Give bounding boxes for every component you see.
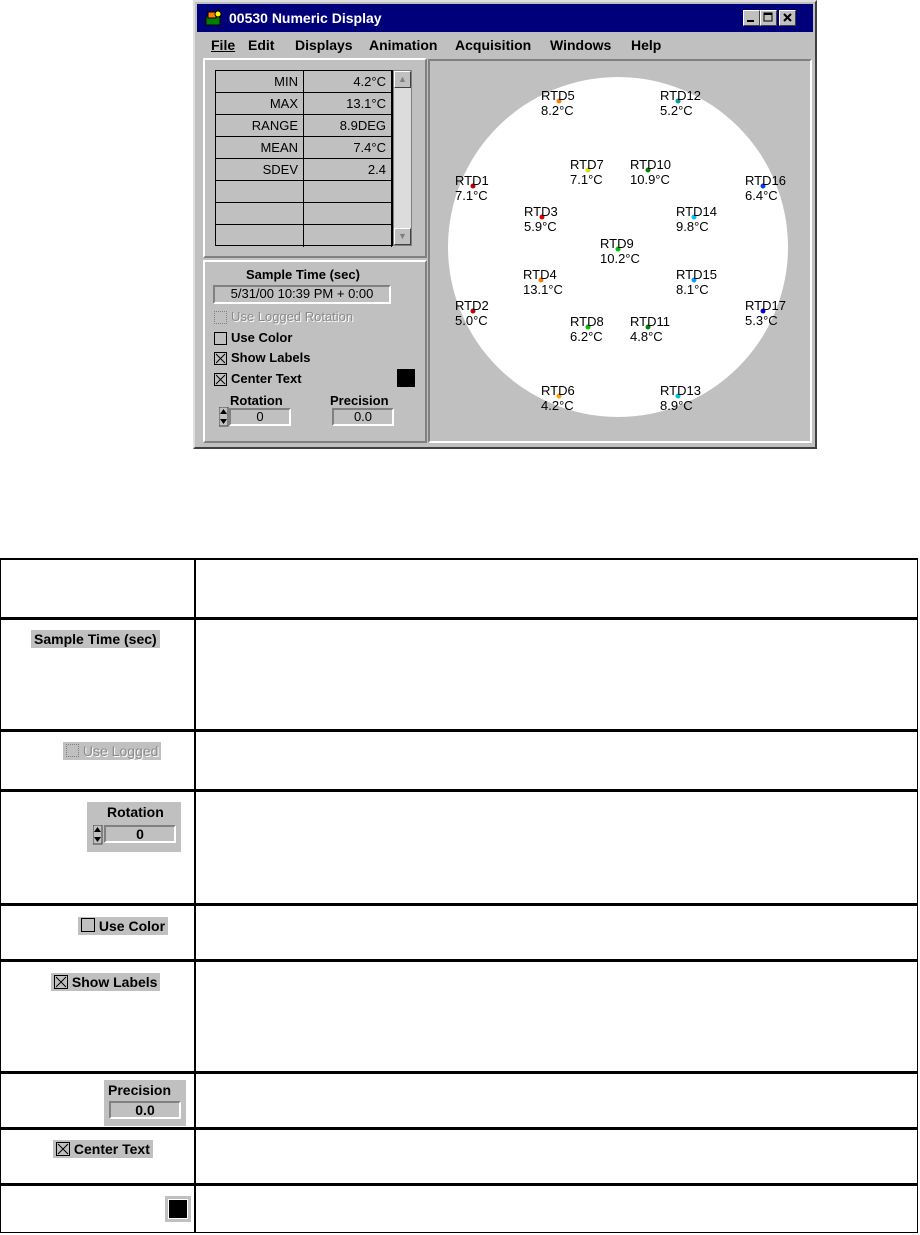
rtd-label-rtd8 xyxy=(570,314,604,344)
table-row xyxy=(216,115,392,137)
checkmark-x-icon xyxy=(215,353,226,364)
show-labels-snapshot-label: Show Labels xyxy=(71,974,158,990)
stat-value xyxy=(304,181,392,203)
rtd-temperature: 4.8°C xyxy=(630,329,663,344)
rtd-label-rtd7 xyxy=(570,157,604,187)
rtd-label-rtd16 xyxy=(745,173,786,203)
rotation-snapshot xyxy=(87,802,181,852)
center-text-checkbox[interactable] xyxy=(214,373,227,386)
rtd-temperature: 13.1°C xyxy=(523,282,563,297)
table-row xyxy=(216,225,392,247)
checkbox-icon xyxy=(66,744,79,757)
rtd-label-rtd11 xyxy=(630,314,670,344)
rtd-map-panel xyxy=(428,59,812,443)
window-title: 00530 Numeric Display xyxy=(229,10,382,26)
rtd-label-rtd2 xyxy=(455,298,489,328)
menu-edit[interactable]: Edit xyxy=(248,37,275,53)
use-logged-snapshot xyxy=(63,742,161,760)
rtd-name: RTD14 xyxy=(676,204,717,219)
rtd-label-rtd13 xyxy=(660,383,701,413)
center-text-label: Center Text xyxy=(231,371,302,386)
use-color-label: Use Color xyxy=(231,330,293,345)
help-header-row xyxy=(0,558,918,618)
rtd-temperature: 8.9°C xyxy=(660,398,693,413)
use-color-checkbox[interactable] xyxy=(214,332,227,345)
stat-value xyxy=(304,203,392,225)
rtd-label-rtd5 xyxy=(541,88,575,118)
rtd-name: RTD2 xyxy=(455,298,489,313)
precision-label: Precision xyxy=(330,393,389,408)
rtd-name: RTD4 xyxy=(523,267,557,282)
rtd-label-rtd4 xyxy=(523,267,563,297)
stat-key: MIN xyxy=(216,71,304,93)
sample-time-label: Sample Time (sec) xyxy=(246,267,360,282)
rtd-name: RTD5 xyxy=(541,88,575,103)
rtd-name: RTD6 xyxy=(541,383,575,398)
arrow-up-icon: ▲ xyxy=(398,74,407,84)
rtd-temperature: 7.1°C xyxy=(570,172,603,187)
rtd-label-rtd17 xyxy=(745,298,786,328)
rtd-label-rtd6 xyxy=(541,383,575,413)
black-swatch-icon xyxy=(168,1199,188,1219)
show-labels-checkbox[interactable] xyxy=(214,352,227,365)
menu-bar xyxy=(197,34,813,56)
rtd-temperature: 10.9°C xyxy=(630,172,670,187)
arrow-down-icon: ▼ xyxy=(398,231,407,241)
rtd-temperature: 9.8°C xyxy=(676,219,709,234)
menu-help[interactable]: Help xyxy=(631,37,662,53)
rtd-name: RTD15 xyxy=(676,267,717,282)
stat-key: MEAN xyxy=(216,137,304,159)
stat-value: 7.4°C xyxy=(304,137,392,159)
table-row xyxy=(216,71,392,93)
precision-snapshot-value: 0.0 xyxy=(109,1101,181,1119)
rtd-name: RTD1 xyxy=(455,173,489,188)
use-logged-snapshot-label: Use Logged xyxy=(82,743,159,759)
stat-value: 4.2°C xyxy=(304,71,392,93)
rtd-temperature: 5.9°C xyxy=(524,219,557,234)
rtd-temperature: 5.2°C xyxy=(660,103,693,118)
table-row xyxy=(216,159,392,181)
rtd-name: RTD7 xyxy=(570,157,604,172)
help-row-use-color xyxy=(0,904,918,960)
menu-file[interactable]: File xyxy=(211,37,236,53)
stat-key xyxy=(216,181,304,203)
stats-scrollbar[interactable] xyxy=(393,70,412,246)
minimize-button[interactable] xyxy=(743,10,760,26)
rtd-label-rtd9 xyxy=(600,236,640,266)
help-row-center-text xyxy=(0,1128,918,1184)
use-color-snapshot-label: Use Color xyxy=(98,918,166,934)
rtd-name: RTD9 xyxy=(600,236,634,251)
table-row xyxy=(216,203,392,225)
menu-animation[interactable]: Animation xyxy=(369,37,438,53)
stat-key: RANGE xyxy=(216,115,304,137)
center-text-snapshot-label: Center Text xyxy=(73,1141,150,1157)
rtd-name: RTD12 xyxy=(660,88,701,103)
rtd-name: RTD11 xyxy=(630,314,670,329)
stat-key xyxy=(216,225,304,247)
rtd-label-rtd14 xyxy=(676,204,717,234)
stat-key xyxy=(216,203,304,225)
rtd-temperature: 5.3°C xyxy=(745,313,778,328)
rtd-temperature: 7.1°C xyxy=(455,188,488,203)
rtd-label-rtd1 xyxy=(455,173,489,203)
stat-value: 2.4 xyxy=(304,159,392,181)
maximize-icon xyxy=(761,11,776,25)
rtd-temperature: 8.2°C xyxy=(541,103,574,118)
rtd-name: RTD17 xyxy=(745,298,786,313)
checkbox-icon xyxy=(81,918,95,932)
rotation-label: Rotation xyxy=(230,393,283,408)
help-row-color-swatch xyxy=(0,1184,918,1233)
rotation-spinner[interactable] xyxy=(219,407,229,427)
table-row xyxy=(216,137,392,159)
table-row xyxy=(216,181,392,203)
rtd-name: RTD8 xyxy=(570,314,604,329)
rotation-snapshot-value: 0 xyxy=(104,825,176,843)
close-icon xyxy=(780,11,795,25)
rtd-temperature: 6.4°C xyxy=(745,188,778,203)
stat-value: 13.1°C xyxy=(304,93,392,115)
stat-value xyxy=(304,225,392,247)
rtd-temperature: 5.0°C xyxy=(455,313,488,328)
table-row xyxy=(216,93,392,115)
app-icon xyxy=(205,10,223,26)
help-table xyxy=(0,558,918,1233)
precision-field[interactable]: 0.0 xyxy=(332,408,394,426)
use-logged-rotation-label: Use Logged Rotation xyxy=(231,309,354,324)
help-row-rotation xyxy=(0,790,918,904)
menu-displays[interactable]: Displays xyxy=(295,37,353,53)
center-text-snapshot xyxy=(53,1140,153,1158)
scroll-down-button[interactable] xyxy=(394,228,411,245)
color-swatch-snapshot xyxy=(165,1196,191,1222)
stat-key: SDEV xyxy=(216,159,304,181)
show-labels-label: Show Labels xyxy=(231,350,311,365)
checkmark-x-icon xyxy=(56,1142,70,1156)
help-row-use-logged xyxy=(0,730,918,790)
stat-value: 8.9DEG xyxy=(304,115,392,137)
rtd-name: RTD3 xyxy=(524,204,558,219)
rtd-label-rtd12 xyxy=(660,88,701,118)
minimize-icon xyxy=(744,11,759,25)
rtd-name: RTD16 xyxy=(745,173,786,188)
maximize-button[interactable] xyxy=(760,10,777,26)
rtd-label-rtd3 xyxy=(524,204,558,234)
menu-windows[interactable]: Windows xyxy=(550,37,612,53)
rtd-name: RTD13 xyxy=(660,383,701,398)
spinner-icon xyxy=(93,825,103,845)
rotation-snapshot-label: Rotation xyxy=(107,804,164,820)
stats-table xyxy=(215,70,393,246)
scroll-up-button[interactable] xyxy=(394,71,411,88)
text-color-swatch[interactable] xyxy=(397,369,415,387)
use-logged-rotation-checkbox xyxy=(214,311,227,324)
close-button[interactable] xyxy=(779,10,796,26)
numeric-display-window xyxy=(193,0,817,449)
help-row-show-labels xyxy=(0,960,918,1072)
rtd-temperature: 10.2°C xyxy=(600,251,640,266)
checkmark-x-icon xyxy=(215,374,226,385)
menu-acquisition[interactable]: Acquisition xyxy=(455,37,532,53)
use-color-snapshot xyxy=(78,917,168,935)
help-row-sample-time xyxy=(0,618,918,730)
rotation-field[interactable]: 0 xyxy=(229,408,291,426)
title-bar[interactable] xyxy=(197,4,813,32)
rtd-temperature: 8.1°C xyxy=(676,282,709,297)
stat-key: MAX xyxy=(216,93,304,115)
sample-time-snapshot: Sample Time (sec) xyxy=(31,630,160,648)
precision-snapshot-label: Precision xyxy=(108,1082,172,1098)
show-labels-snapshot xyxy=(51,973,160,991)
rtd-label-rtd10 xyxy=(630,157,671,187)
help-row-precision xyxy=(0,1072,918,1128)
rtd-name: RTD10 xyxy=(630,157,671,172)
rtd-temperature: 6.2°C xyxy=(570,329,603,344)
rtd-temperature: 4.2°C xyxy=(541,398,574,413)
sample-time-field: 5/31/00 10:39 PM + 0:00 xyxy=(213,285,391,304)
checkmark-x-icon xyxy=(54,975,68,989)
precision-snapshot xyxy=(104,1080,186,1126)
rtd-label-rtd15 xyxy=(676,267,717,297)
